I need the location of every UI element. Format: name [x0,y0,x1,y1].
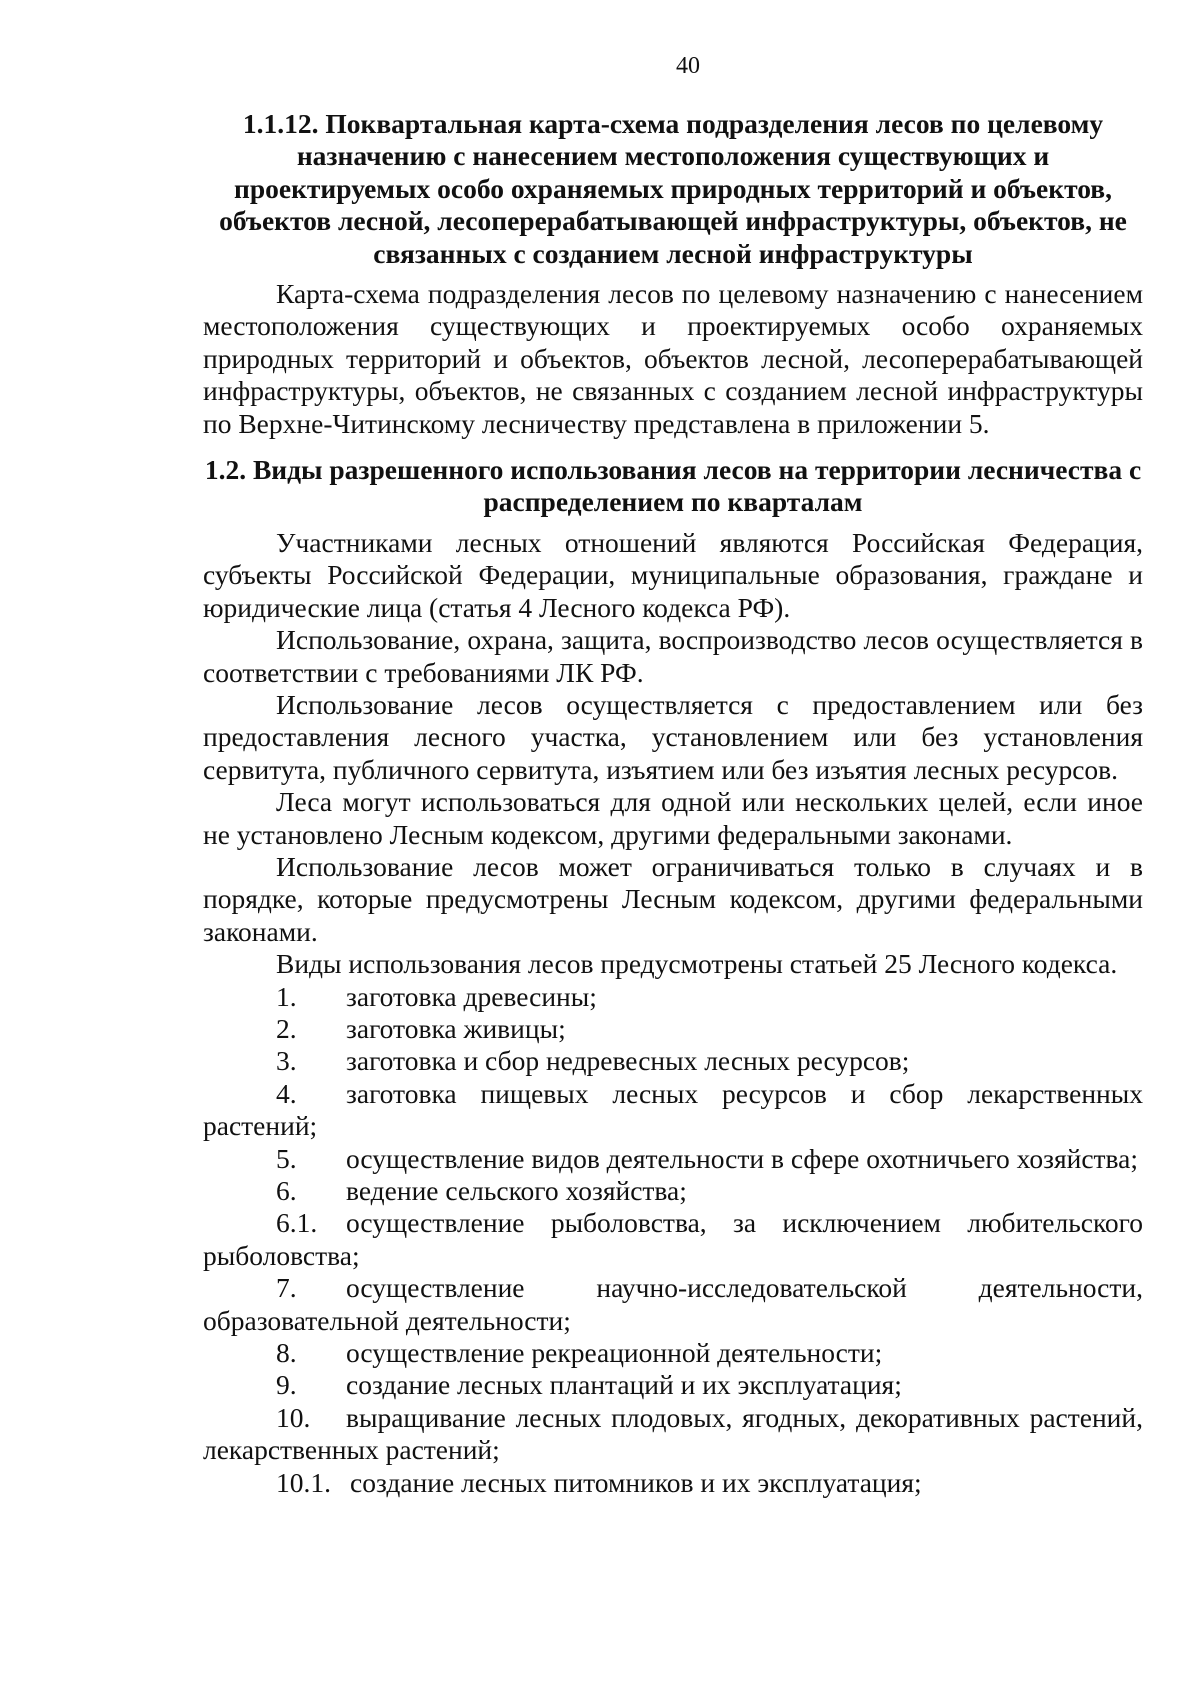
list-item-number: 10. [276,1401,311,1433]
list-item-text: создание лесных питомников и их эксплуатация; [350,1466,922,1498]
list-item-number: 10.1. [276,1466,331,1498]
section-heading-1-2: 1.2. Виды разрешенного использования лесов на территории лесничества с распределением по кварталам [204,454,1142,518]
list-item-number: 3. [276,1045,297,1077]
list-item [203,1369,1143,1401]
section-paragraph: Использование лесов может ограничиваться только в случаях и в порядке, которые предусмотрены Лесным кодексом, другими федеральными законами. [203,850,1143,947]
list-item [203,1175,1143,1207]
list-intro: Виды использования лесов предусмотрены статьей 25 Лесного кодекса. [276,948,1118,980]
list-item [203,1078,1143,1143]
section-paragraph: Карта-схема подразделения лесов по целевому назначению с нанесением местоположения существующих и проектируемых особо охраняемых природных территорий и объектов, объектов лесной, лесоперерабатывающей инфраструктуры, объектов, не связанных с созданием лесной инфраструктуры по Верхне-Читинскому лесничеству представлена в приложении 5. [203,278,1143,439]
list-item-text: осуществление рекреационной деятельности; [346,1337,883,1369]
list-item [203,1467,1143,1499]
list-item [203,1143,1143,1175]
list-item-number: 8. [276,1337,297,1369]
list-item-text: ведение сельского хозяйства; [346,1175,687,1206]
list-item [203,1013,1143,1045]
section-paragraph: Леса могут использоваться для одной или нескольких целей, если иное не установлено Лесным кодексом, другими федеральными законами. [203,786,1143,850]
section-heading-1-1-12: 1.1.12. Поквартальная карта-схема подразделения лесов по целевому назначению с нанесением местоположения существующих и проектируемых особо охраняемых природных территорий и объектов, объектов лесной, лесоперерабатывающей инфраструктуры, объектов, не связанных с созданием лесной инфраструктуры [219,108,1127,269]
list-item-text: осуществление рыболовства, за исключением любительского рыболовства; [203,1207,1143,1271]
list-item-text: создание лесных плантаций и их эксплуатация; [346,1369,902,1401]
list-item-text: заготовка и сбор недревесных лесных ресурсов; [346,1045,910,1077]
list-item-text: заготовка пищевых лесных ресурсов и сбор лекарственных растений; [203,1077,1143,1142]
list-item-number: 2. [276,1012,297,1044]
uses-list [203,981,1143,1500]
list-item-text: осуществление научно-исследовательской деятельности, образовательной деятельности; [203,1272,1143,1336]
list-item-number: 9. [276,1369,297,1401]
list-item-number: 6.1. [276,1207,318,1239]
list-item-text: выращивание лесных плодовых, ягодных, декоративных растений, лекарственных растений; [203,1401,1143,1466]
list-item [203,1207,1143,1272]
list-item [203,1045,1143,1077]
section-paragraph: Использование, охрана, защита, воспроизводство лесов осуществляется в соответствии с требованиями ЛК РФ. [203,624,1143,688]
list-item-text: заготовка живицы; [346,1012,566,1044]
list-item-number: 7. [276,1272,297,1304]
page-number: 40 [676,53,700,79]
list-item-text: осуществление видов деятельности в сфере охотничьего хозяйства; [346,1142,1139,1174]
document-page [203,52,1143,1499]
list-item [203,981,1143,1013]
list-item-number: 6. [276,1175,297,1206]
list-item-text: заготовка древесины; [346,980,597,1012]
list-item [203,1337,1143,1369]
list-item [203,1272,1143,1337]
section-paragraph: Участниками лесных отношений являются Российская Федерация, субъекты Российской Федерации, муниципальные образования, граждане и юридические лица (статья 4 Лесного кодекса РФ). [203,526,1143,623]
list-item-number: 4. [276,1077,297,1109]
list-item [203,1402,1143,1467]
list-item-number: 1. [276,980,297,1012]
list-item-number: 5. [276,1142,297,1174]
section-paragraph: Использование лесов осуществляется с предоставлением или без предоставления лесного участка, установлением или без установления сервитута, публичного сервитута, изъятием или без изъятия лесных ресурсов. [203,688,1143,785]
